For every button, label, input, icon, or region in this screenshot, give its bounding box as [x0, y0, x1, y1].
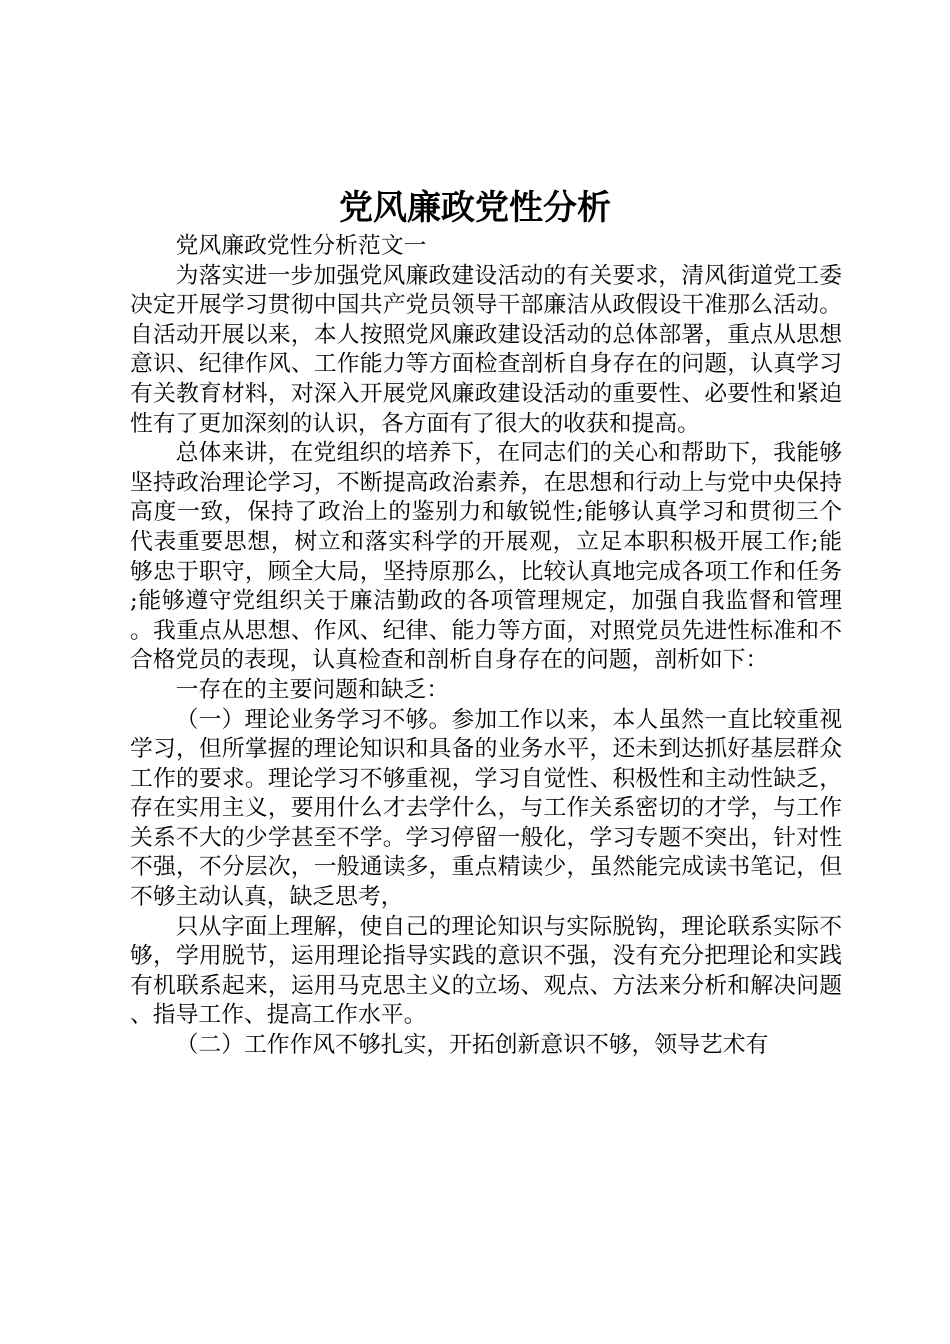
section-heading: 一存在的主要问题和缺乏： — [175, 676, 450, 703]
document-title: 党风廉政党性分析 — [339, 188, 611, 228]
paragraph: （一）理论业务学习不够。参加工作以来，本人虽然一直比较重视学习，但所掌握的理论知识和具备的业务水平，还未到达抓好基层群众工作的要求。理论学习不够重视，学习自觉性、积极性和主动性缺乏，存在实用主义，要用什么才去学什么，与工作关系密切的才学，与工作关系不大的少学甚至不学。学习停留一般化，学习专题不突出，针对性不强，不分层次，一般通读多，重点精读少，虽然能完成读书笔记，但不够主动认真，缺乏思考， — [130, 706, 842, 911]
document-body — [130, 232, 842, 1061]
paragraph: 总体来讲，在党组织的培养下，在同志们的关心和帮助下，我能够坚持政治理论学习，不断提高政治素养，在思想和行动上与党中央保持高度一致，保持了政治上的鉴别力和敏锐性;能够认真学习和贯彻三个代表重要思想，树立和落实科学的开展观，立足本职积极开展工作;能够忠于职守，顾全大局，坚持原那么，比较认真地完成各项工作和任务;能够遵守党组织关于廉洁勤政的各项管理规定，加强自我监督和管理。我重点从思想、作风、纪律、能力等方面，对照党员先进性标准和不合格党员的表现，认真检查和剖析自身存在的问题，剖析如下： — [130, 440, 842, 674]
subtitle-paragraph: 党风廉政党性分析范文一 — [175, 233, 427, 259]
paragraph: 为落实进一步加强党风廉政建设活动的有关要求，清风街道党工委决定开展学习贯彻中国共产党员领导干部廉洁从政假设干准那么活动。自活动开展以来，本人按照党风廉政建设活动的总体部署，重点从思想意识、纪律作风、工作能力等方面检查剖析自身存在的问题，认真学习有关教育材料，对深入开展党风廉政建设活动的重要性、必要性和紧迫性有了更加深刻的认识，各方面有了很大的收获和提高。 — [130, 262, 842, 437]
paragraph: （二）工作作风不够扎实，开拓创新意识不够，领导艺术有 — [175, 1032, 769, 1059]
paragraph: 只从字面上理解，使自己的理论知识与实际脱钩，理论联系实际不够，学用脱节，运用理论指导实践的意识不强，没有充分把理论和实践有机联系起来，运用马克思主义的立场、观点、方法来分析和解决问题、指导工作、提高工作水平。 — [130, 913, 842, 1029]
